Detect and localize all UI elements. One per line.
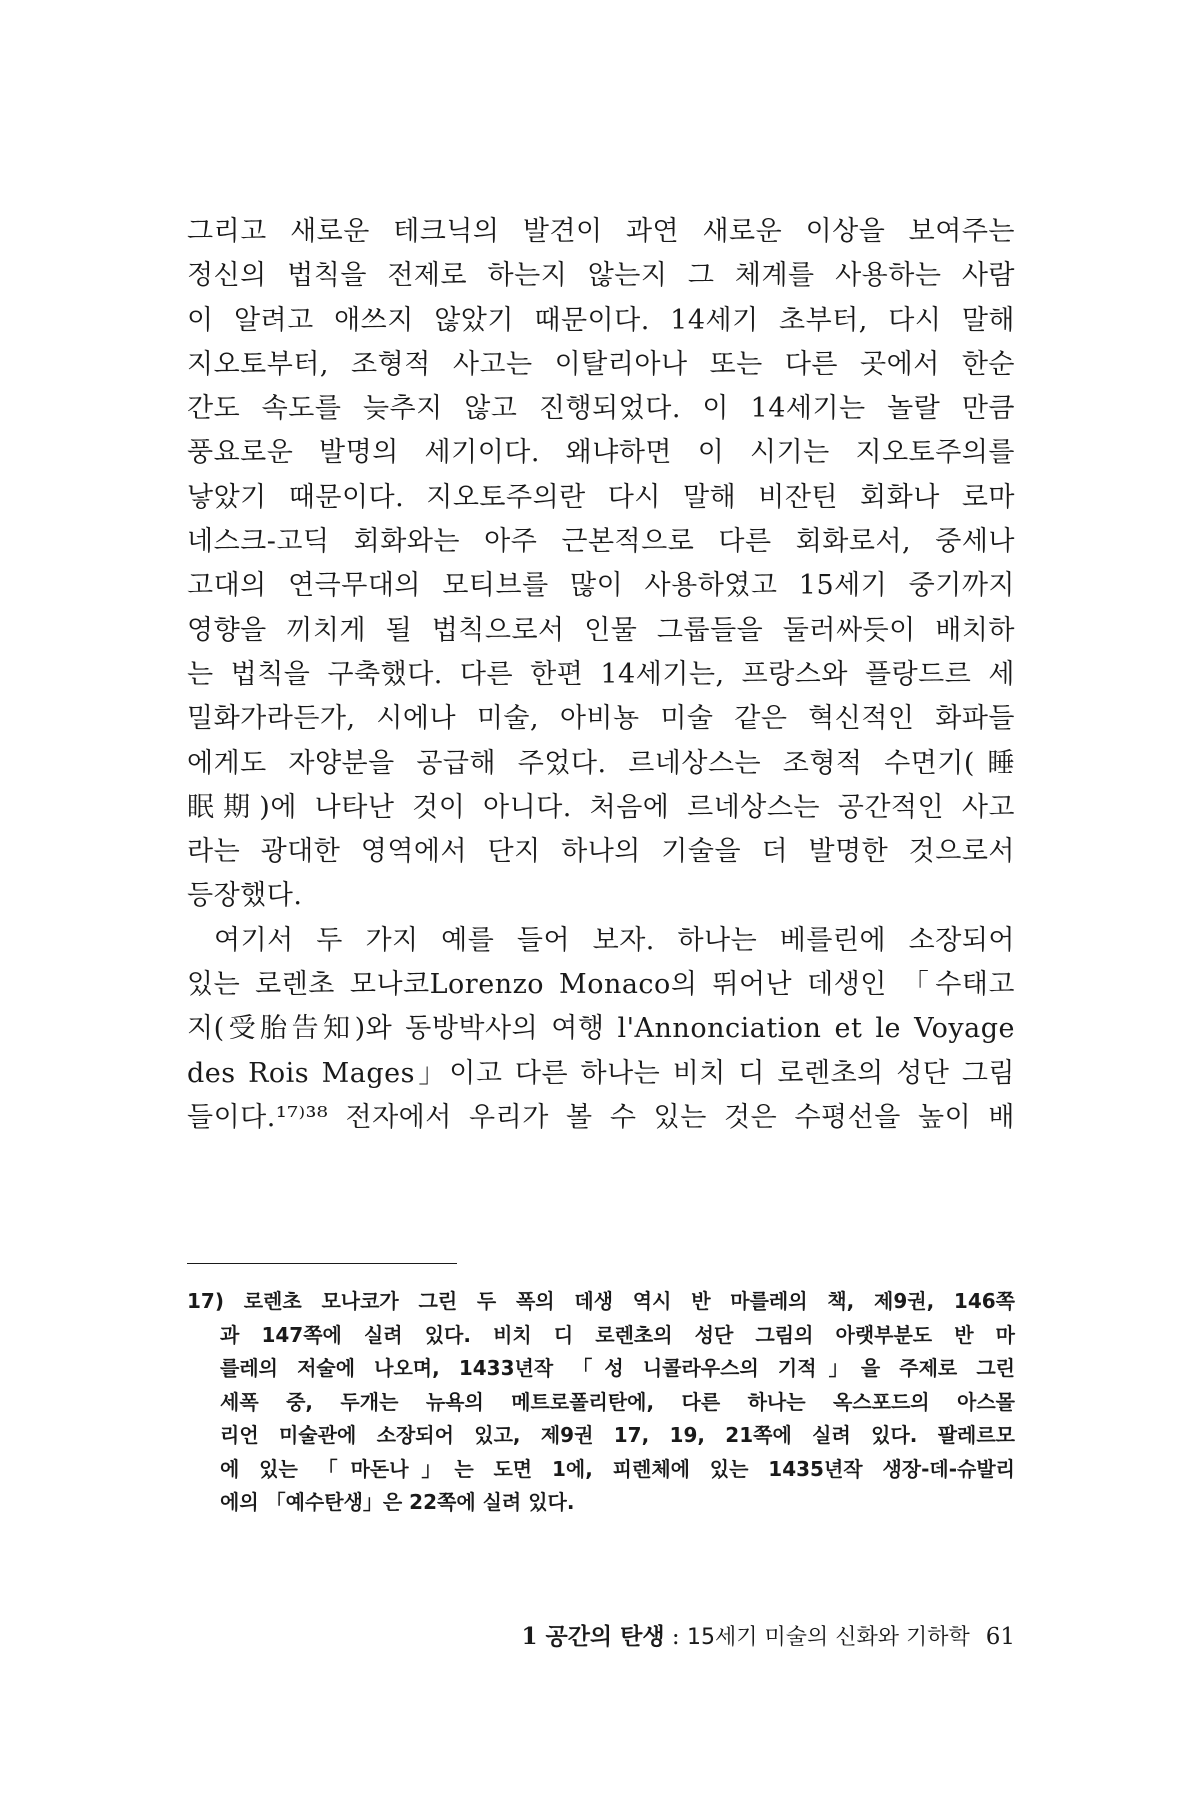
text-line: 지오토부터, 조형적 사고는 이탈리아나 또는 다른 곳에서 한순 bbox=[187, 348, 1015, 380]
text-line: 있는 로렌초 모나코Lorenzo Monaco의 뛰어난 데생인 「수태고 bbox=[187, 969, 1015, 1001]
text-line: 지(受胎告知)와 동방박사의 여행 l'Annonciation et le Voyage bbox=[187, 1013, 1015, 1045]
text-line: 에게도 자양분을 공급해 주었다. 르네상스는 조형적 수면기(睡 bbox=[187, 747, 1015, 779]
text-line: des Rois Mages」이고 다른 하나는 비치 디 로렌초의 성단 그림 bbox=[187, 1057, 1015, 1089]
text-line: 밀화가라든가, 시에나 미술, 아비뇽 미술 같은 혁신적인 화파들 bbox=[187, 703, 1015, 735]
text-line: 간도 속도를 늦추지 않고 진행되었다. 이 14세기는 놀랄 만큼 bbox=[187, 393, 1015, 425]
text-line: 등장했다. bbox=[187, 880, 303, 912]
paragraph-1 bbox=[187, 210, 1015, 919]
text-line: 영향을 끼치게 될 법칙으로서 인물 그룹들을 둘러싸듯이 배치하 bbox=[187, 614, 1015, 646]
text-line: 는 법칙을 구축했다. 다른 한편 14세기는, 프랑스와 플랑드르 세 bbox=[187, 658, 1015, 690]
text-line: 풍요로운 발명의 세기이다. 왜냐하면 이 시기는 지오토주의를 bbox=[187, 437, 1015, 469]
text-line: 고대의 연극무대의 모티브를 많이 사용하였고 15세기 중기까지 bbox=[187, 570, 1015, 602]
footnote-line: 세폭 중, 두개는 뉴욕의 메트로폴리탄에, 다른 하나는 옥스포드의 아스몰 bbox=[220, 1389, 1015, 1414]
footer-chapter-title: 1 공간의 탄생 bbox=[521, 1623, 665, 1650]
footnote-line: 17) 로렌초 모나코가 그린 두 폭의 데생 역시 반 마를레의 책, 제9권, 146쪽 bbox=[187, 1289, 1015, 1313]
body-text bbox=[187, 210, 1015, 1140]
footnote-17 bbox=[187, 1285, 1015, 1520]
text-line: 들이다.¹⁷⁾³⁸ 전자에서 우리가 볼 수 있는 것은 수평선을 높이 배 bbox=[187, 1101, 1015, 1133]
text-line: 眠期)에 나타난 것이 아니다. 처음에 르네상스는 공간적인 사고 bbox=[187, 791, 1015, 823]
footnote-line: 과 147쪽에 실려 있다. 비치 디 로렌초의 성단 그림의 아랫부분도 반 마 bbox=[220, 1322, 1015, 1347]
footnote-divider bbox=[187, 1263, 457, 1264]
text-line: 네스크-고딕 회화와는 아주 근본적으로 다른 회화로서, 중세나 bbox=[187, 526, 1015, 558]
text-line: 라는 광대한 영역에서 단지 하나의 기술을 더 발명한 것으로서 bbox=[187, 836, 1015, 868]
text-line: 여기서 두 가지 예를 들어 보자. 하나는 베를린에 소장되어 bbox=[214, 924, 1015, 956]
footnote-line: 를레의 저술에 나오며, 1433년작 「성 니콜라우스의 기적」을 주제로 그린 bbox=[220, 1356, 1015, 1380]
paragraph-2 bbox=[187, 919, 1015, 1140]
footnote-line: 리언 미술관에 소장되어 있고, 제9권 17, 19, 21쪽에 실려 있다. 팔레르모 bbox=[220, 1423, 1015, 1447]
footnote-line: 에 있는 「마돈나」는 도면 1에, 피렌체에 있는 1435년작 생장-데-슈발리 bbox=[220, 1456, 1015, 1481]
footer-subtitle: 15세기 미술의 신화와 기하학 bbox=[686, 1625, 970, 1650]
page-number: 61 bbox=[985, 1624, 1015, 1650]
text-line: 그리고 새로운 테크닉의 발견이 과연 새로운 이상을 보여주는 bbox=[187, 216, 1015, 247]
text-line: 이 알려고 애쓰지 않았기 때문이다. 14세기 초부터, 다시 말해 bbox=[187, 304, 1015, 336]
running-footer bbox=[521, 1618, 1015, 1651]
text-line: 정신의 법칙을 전제로 하는지 않는지 그 체계를 사용하는 사람 bbox=[187, 260, 1015, 292]
footer-separator: : bbox=[664, 1624, 687, 1650]
text-line: 낳았기 때문이다. 지오토주의란 다시 말해 비잔틴 회화나 로마 bbox=[187, 481, 1015, 513]
footnote-line: 에의 「예수탄생」은 22쪽에 실려 있다. bbox=[220, 1490, 575, 1514]
